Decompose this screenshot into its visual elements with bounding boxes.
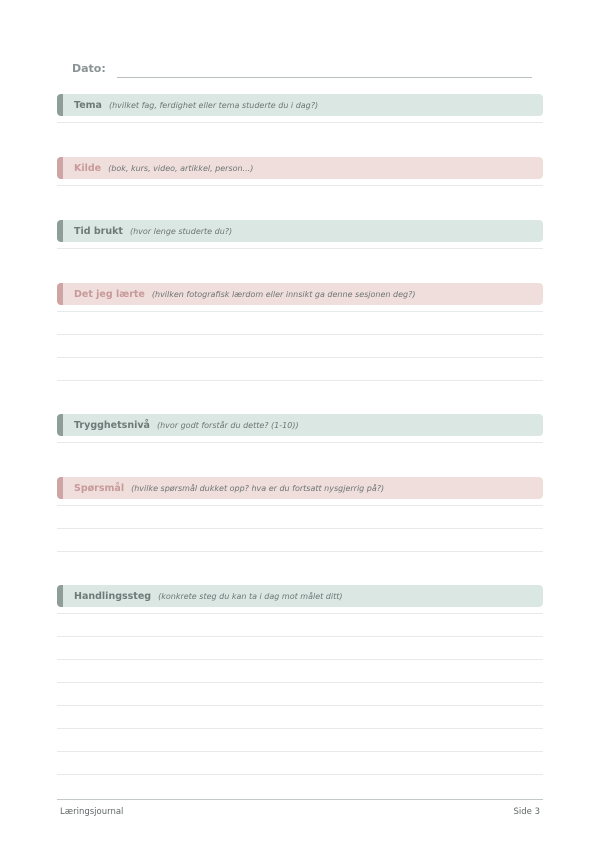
writing-line[interactable] [57, 505, 543, 506]
section-header [57, 157, 543, 179]
writing-line[interactable] [57, 659, 543, 660]
writing-line[interactable] [57, 751, 543, 752]
date-entry-line[interactable] [117, 77, 532, 78]
writing-line[interactable] [57, 705, 543, 706]
writing-line[interactable] [57, 334, 543, 335]
section-kilde [57, 157, 543, 186]
section-accent [57, 220, 63, 242]
section-tema [57, 94, 543, 123]
section-accent [57, 94, 63, 116]
section-hint: (hvilken fotografisk lærdom eller innsikt ga denne sesjonen deg?) [151, 289, 416, 299]
section-title: Kilde [74, 162, 102, 174]
writing-line[interactable] [57, 636, 543, 637]
writing-line[interactable] [57, 357, 543, 358]
section-accent [57, 477, 63, 499]
section-title: Spørsmål [74, 482, 125, 494]
section-hint: (hvor lenge studerte du?) [129, 226, 233, 236]
section-header [57, 283, 543, 305]
writing-line[interactable] [57, 122, 543, 123]
writing-line[interactable] [57, 774, 543, 775]
writing-line[interactable] [57, 380, 543, 381]
writing-line[interactable] [57, 528, 543, 529]
section-accent [57, 157, 63, 179]
section-title: Handlingssteg [74, 590, 152, 602]
section-accent [57, 585, 63, 607]
writing-line[interactable] [57, 551, 543, 552]
section-header [57, 94, 543, 116]
section-hint: (hvilket fag, ferdighet eller tema studerte du i dag?) [108, 100, 319, 110]
section-title: Trygghetsnivå [74, 419, 150, 431]
writing-line[interactable] [57, 442, 543, 443]
section-header [57, 477, 543, 499]
section-tid-brukt [57, 220, 543, 249]
section-header [57, 414, 543, 436]
section-title: Tema [74, 99, 102, 111]
writing-line[interactable] [57, 185, 543, 186]
writing-line[interactable] [57, 613, 543, 614]
section-handlingssteg [57, 585, 543, 775]
footer-page-number: Side 3 [513, 807, 540, 817]
section-header [57, 585, 543, 607]
section-title: Tid brukt [74, 225, 123, 237]
writing-line[interactable] [57, 728, 543, 729]
section-hint: (hvor godt forstår du dette? (1-10)) [156, 420, 299, 430]
footer-divider [57, 799, 543, 800]
section-det-jeg-laerte [57, 283, 543, 381]
writing-line[interactable] [57, 248, 543, 249]
section-accent [57, 414, 63, 436]
section-sporsmal [57, 477, 543, 552]
writing-line[interactable] [57, 682, 543, 683]
section-hint: (konkrete steg du kan ta i dag mot målet ditt) [158, 591, 343, 601]
section-trygghetsniva [57, 414, 543, 443]
section-accent [57, 283, 63, 305]
section-title: Det jeg lærte [74, 288, 145, 300]
section-hint: (hvilke spørsmål dukket opp? hva er du fortsatt nysgjerrig på?) [131, 483, 385, 493]
date-label: Dato: [72, 62, 106, 75]
date-row [72, 62, 532, 80]
section-header [57, 220, 543, 242]
footer-journal-title: Læringsjournal [60, 807, 124, 817]
section-hint: (bok, kurs, video, artikkel, person...) [108, 163, 254, 173]
writing-line[interactable] [57, 311, 543, 312]
